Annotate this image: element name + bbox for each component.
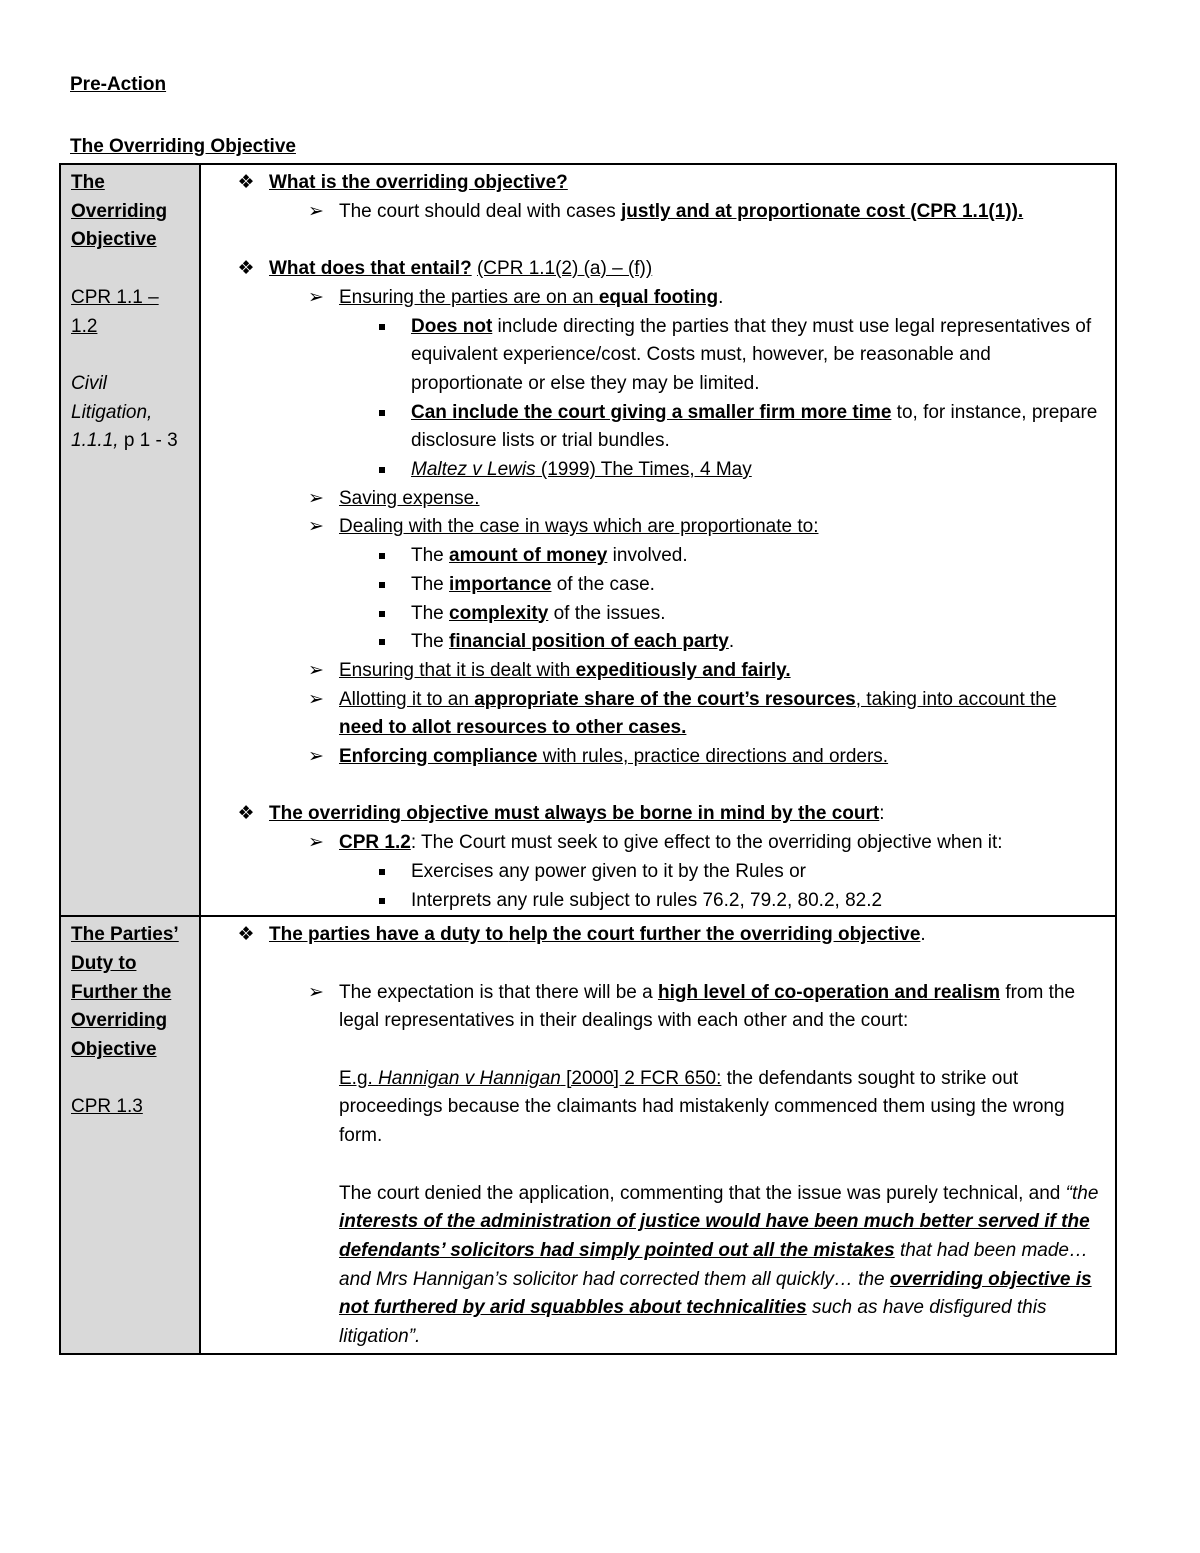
list-item: Can include the court giving a smaller firm more time to, for instance, prepare disclosure lists or trial bundles. <box>211 399 1105 456</box>
list-item: ❖ What does that entail? (CPR 1.1(2) (a) – (f)) <box>211 255 1105 284</box>
square-bullet-icon <box>379 324 385 330</box>
list-item: ❖ The overriding objective must always be borne in mind by the court: <box>211 800 1105 829</box>
case-example: E.g. Hannigan v Hannigan [2000] 2 FCR 650: the defendants sought to strike out proceedings because the claimants had mistakenly commenced them using the wrong form. <box>339 1067 1065 1147</box>
content-cell <box>200 164 1116 916</box>
square-bullet-icon <box>379 467 385 473</box>
list-item: Does not include directing the parties that they must use legal representatives of equivalent experience/cost. Costs must, however, be reasonable and proportionate or else they may be limited. <box>211 313 1105 399</box>
list-item: Interprets any rule subject to rules 76.2, 79.2, 80.2, 82.2 <box>211 887 1105 916</box>
diamond-bullet-icon: ❖ <box>237 258 255 280</box>
side-cell <box>60 164 200 916</box>
list-item: ➢ The court should deal with cases justly and at proportionate cost (CPR 1.1(1)). <box>211 198 1105 227</box>
table-row <box>60 916 1116 1354</box>
list-item: ❖ What is the overriding objective? <box>211 169 1105 198</box>
list-item: Maltez v Lewis (1999) The Times, 4 May <box>211 456 1105 485</box>
side-pages: p 1 - 3 <box>123 430 178 452</box>
list-item: ➢ Enforcing compliance with rules, practice directions and orders. <box>211 743 1105 772</box>
list-item: ➢ Ensuring that it is dealt with expeditiously and fairly. <box>211 657 1105 686</box>
square-bullet-icon <box>379 410 385 416</box>
square-bullet-icon <box>379 639 385 645</box>
arrow-bullet-icon: ➢ <box>308 981 324 1003</box>
list-item: The importance of the case. <box>211 571 1105 600</box>
arrow-bullet-icon: ➢ <box>308 832 324 854</box>
side-heading: The Parties’ Duty to Further the Overriding Objective <box>71 924 179 1061</box>
list-item: ❖ The parties have a duty to help the court further the overriding objective. <box>211 921 1105 950</box>
arrow-bullet-icon: ➢ <box>308 688 324 710</box>
table-row <box>60 164 1116 916</box>
square-bullet-icon <box>379 611 385 617</box>
list-item: ➢ CPR 1.2: The Court must seek to give effect to the overriding objective when it: <box>211 829 1105 858</box>
arrow-bullet-icon: ➢ <box>308 516 324 538</box>
list-item: ➢ Saving expense. <box>211 485 1105 514</box>
square-bullet-icon <box>379 582 385 588</box>
side-heading: The Overriding Objective <box>71 172 168 251</box>
list-item: ➢ The expectation is that there will be a high level of co-operation and realism from the legal representatives in their dealings with each other and the court: <box>211 979 1105 1036</box>
list-item: The complexity of the issues. <box>211 600 1105 629</box>
list-item: ➢ Dealing with the case in ways which are proportionate to: <box>211 513 1105 542</box>
side-cell <box>60 916 200 1354</box>
diamond-bullet-icon: ❖ <box>237 924 255 946</box>
diamond-bullet-icon: ❖ <box>237 172 255 193</box>
arrow-bullet-icon: ➢ <box>308 746 324 768</box>
list-item: The financial position of each party. <box>211 628 1105 657</box>
list-item: ➢ Allotting it to an appropriate share of the court’s resources, taking into account the need to allot resources to other cases. <box>211 686 1105 743</box>
content-cell <box>200 916 1116 1354</box>
case-quote: The court denied the application, commenting that the issue was purely technical, and “the interests of the administration of justice would have been much better served if the defendants’ solicitors had simply pointed out all the mistakes that had been made… and Mrs Hannigan’s solicitor had corrected them all quickly… the overriding objective is not furthered by arid squabbles about technicalities such as have disfigured this litigation”. <box>339 1182 1099 1348</box>
arrow-bullet-icon: ➢ <box>308 200 324 222</box>
square-bullet-icon <box>379 869 385 875</box>
arrow-bullet-icon: ➢ <box>308 487 324 509</box>
notes-table <box>59 163 1117 1355</box>
side-reference: CPR 1.1 – 1.2 <box>71 286 159 337</box>
page-title: Pre-Action <box>70 74 167 95</box>
section-title: The Overriding Objective <box>70 136 296 157</box>
arrow-bullet-icon: ➢ <box>308 659 324 681</box>
arrow-bullet-icon: ➢ <box>308 286 324 308</box>
square-bullet-icon <box>379 898 385 904</box>
list-item: Exercises any power given to it by the Rules or <box>211 858 1105 887</box>
side-reference: CPR 1.3 <box>71 1096 143 1118</box>
side-book: Civil Litigation, 1.1.1, <box>71 372 153 452</box>
list-item: The amount of money involved. <box>211 542 1105 571</box>
square-bullet-icon <box>379 553 385 559</box>
diamond-bullet-icon: ❖ <box>237 803 255 825</box>
list-item: ➢ Ensuring the parties are on an equal footing. <box>211 284 1105 313</box>
